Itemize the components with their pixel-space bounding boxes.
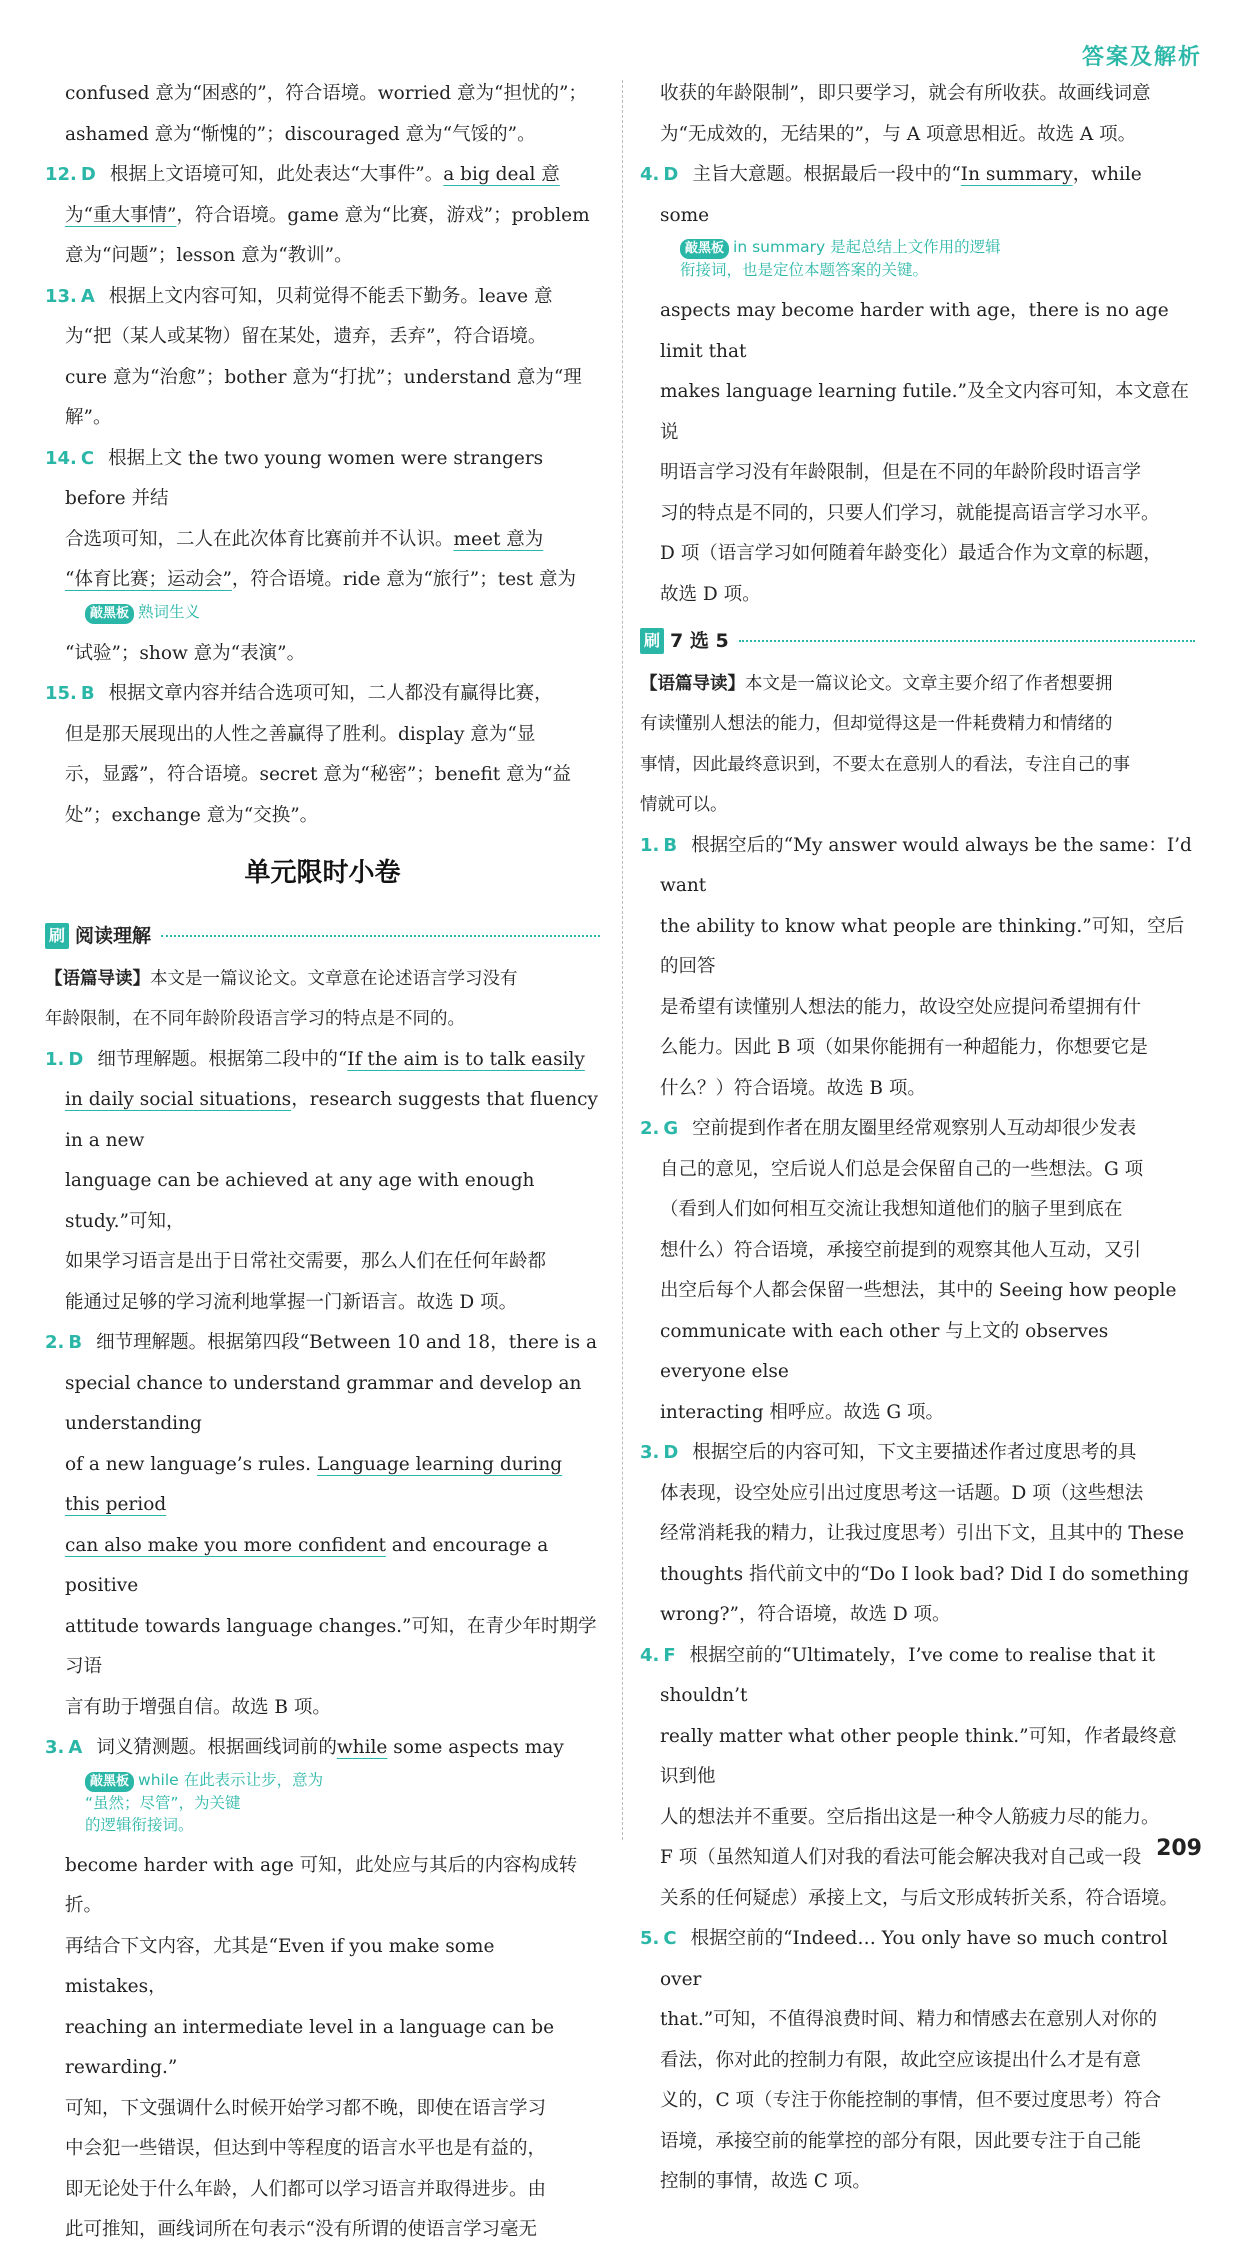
answer-line: 是希望有读懂别人想法的能力，故设空处应提问希望拥有什 bbox=[660, 996, 1142, 1018]
subsection-heading: 刷 阅读理解 bbox=[45, 916, 600, 957]
answer-line: 什么？）符合语境。故选 B 项。 bbox=[660, 1077, 926, 1099]
answer-line: 但是那天展现出的人性之善赢得了胜利。display 意为“显 bbox=[65, 723, 536, 745]
answer-line: in daily social situations，research suggests that fluency in a new bbox=[65, 1089, 598, 1151]
paragraph: confused 意为“困惑的”，符合语境。worried 意为“担忧的”； bbox=[65, 83, 587, 104]
answer-line: language can be achieved at any age with enough study.”可知， bbox=[65, 1170, 535, 1232]
answer-line: 么能力。因此 B 项（如果你能拥有一种超能力，你想要它是 bbox=[660, 1037, 1148, 1058]
left-column bbox=[45, 74, 600, 2251]
answer-line: 意为“问题”；lesson 意为“教训”。 bbox=[65, 245, 353, 266]
answer-line: attitude towards language changes.”可知，在青少年时期学习语 bbox=[65, 1615, 597, 1677]
page-number: 209 bbox=[1156, 1836, 1202, 1861]
answer-line: D 项（语言学习如何随着年龄变化）最适合作为文章的标题， bbox=[660, 543, 1162, 564]
answer-line: 明语言学习没有年龄限制，但是在不同的年龄阶段时语言学 bbox=[660, 462, 1142, 483]
reading-guide-line: 年龄限制，在不同年龄阶段语言学习的特点是不同的。 bbox=[45, 1009, 465, 1029]
answer-line: 即无论处于什么年龄，人们都可以学习语言并取得进步。由 bbox=[65, 2178, 547, 2200]
answer-line: 控制的事情，故选 C 项。 bbox=[660, 2171, 871, 2192]
answer-line: 故选 D 项。 bbox=[660, 583, 761, 605]
answer-item-r1: 1. D 细节理解题。根据第二段中的“If the aim is to talk easily bbox=[45, 1048, 585, 1070]
reading-guide-line: 事情，因此最终意识到，不要太在意别人的看法，专注自己的事 bbox=[640, 754, 1130, 775]
answer-line: 可知，下文强调什么时候开始学习都不晚，即使在语言学习 bbox=[65, 2097, 547, 2119]
note-box: 敲黑板 熟词生义 bbox=[85, 601, 600, 624]
answer-line: 习的特点是不同的，只要人们学习，就能提高语言学习水平。 bbox=[660, 502, 1160, 524]
answer-line: “试验”；show 意为“表演”。 bbox=[65, 642, 306, 664]
paragraph: 为“无成效的，无结果的”，与 A 项意思相近。故选 A 项。 bbox=[660, 123, 1137, 145]
note-badge: 敲黑板 bbox=[85, 1772, 134, 1792]
reading-guide: 【语篇导读】本文是一篇议论文。文章主要介绍了作者想要拥 bbox=[640, 673, 1113, 694]
answer-item-15: 15. B 根据文章内容并结合选项可知，二人都没有赢得比赛， bbox=[45, 683, 553, 704]
answer-item-r2: 2. B 细节理解题。根据第四段“Between 10 and 18，there is a bbox=[45, 1332, 597, 1353]
note-box: 敲黑板 while 在此表示让步，意为 “虽然；尽管”，为关键 的逻辑衔接词。 bbox=[85, 1770, 324, 1834]
answer-item-s3: 3. D 根据空后的内容可知，下文主要描述作者过度思考的具 bbox=[640, 1442, 1137, 1463]
reading-guide-line: 情就可以。 bbox=[640, 795, 728, 815]
answer-line: 看法，你对此的控制力有限，故此空应该提出什么才是有意 bbox=[660, 2049, 1142, 2071]
answer-item-s4: 4. F 根据空前的“Ultimately，I’ve come to realise that it shouldn’t bbox=[640, 1644, 1156, 1706]
answer-item-r3: 3. A 词义猜测题。根据画线词前的while some aspects may bbox=[45, 1737, 564, 1758]
answer-line: 如果学习语言是出于日常社交需要，那么人们在任何年龄都 bbox=[65, 1251, 547, 1272]
paragraph: ashamed 意为“惭愧的”；discouraged 意为“气馁的”。 bbox=[65, 123, 536, 145]
answer-line: aspects may become harder with age，there is no age limit that bbox=[660, 300, 1169, 362]
note-badge: 敲黑板 bbox=[680, 239, 729, 259]
reading-guide: 【语篇导读】本文是一篇议论文。文章意在论述语言学习没有 bbox=[45, 968, 518, 989]
answer-item-14: 14. C 根据上文 the two young women were strangers before 并结 bbox=[45, 447, 544, 509]
answer-item-13: 13. A 根据上文内容可知，贝莉觉得不能丢下勤务。leave 意 bbox=[45, 285, 553, 307]
answer-line: 义的，C 项（专注于你能控制的事情，但不要过度思考）符合 bbox=[660, 2090, 1162, 2111]
answer-line: 出空后每个人都会保留一些想法，其中的 Seeing how people bbox=[660, 1280, 1177, 1301]
answer-item-r4: 4. D 主旨大意题。根据最后一段中的“In summary，while some bbox=[640, 164, 1142, 226]
answer-line: thoughts 指代前文中的“Do I look bad? Did I do something bbox=[660, 1563, 1189, 1585]
answer-line: can also make you more confident and encourage a positive bbox=[65, 1534, 549, 1596]
answer-item-s2: 2. G 空前提到作者在朋友圈里经常观察别人互动却很少发表 bbox=[640, 1118, 1137, 1139]
section-title: 单元限时小卷 bbox=[244, 858, 401, 888]
column-divider bbox=[622, 80, 623, 1840]
answer-line: 中会犯一些错误，但达到中等程度的语言水平也是有益的， bbox=[65, 2138, 547, 2159]
answer-line: F 项（虽然知道人们对我的看法可能会解决我对自己或一段 bbox=[660, 1847, 1142, 1868]
answer-line: reaching an intermediate level in a language can be rewarding.” bbox=[65, 2016, 555, 2078]
answer-line: the ability to know what people are thinking.”可知，空后的回答 bbox=[660, 915, 1185, 977]
answer-line: 解”。 bbox=[65, 407, 112, 428]
answer-line: “体育比赛；运动会”，符合语境。ride 意为“旅行”；test 意为 bbox=[65, 569, 576, 590]
answer-item-12: 12. D 根据上文语境可知，此处表达“大事件”。a big deal 意 bbox=[45, 164, 560, 185]
answer-line: 再结合下文内容，尤其是“Even if you make some mistakes， bbox=[65, 1935, 495, 1997]
answer-line: 为“把（某人或某物）留在某处，遗弃，丢弃”，符合语境。 bbox=[65, 326, 547, 347]
answer-line: 想什么）符合语境，承接空前提到的观察其他人互动，又引 bbox=[660, 1239, 1142, 1261]
note-badge: 敲黑板 bbox=[85, 604, 134, 624]
answer-line: 为“重大事情”，符合语境。game 意为“比赛，游戏”；problem bbox=[65, 204, 590, 226]
answer-item-s1: 1. B 根据空后的“My answer would always be the same：I’d want bbox=[640, 834, 1192, 896]
subsection-badge: 刷 bbox=[45, 923, 69, 949]
answer-line: 体表现，设空处应引出过度思考这一话题。D 项（这些想法 bbox=[660, 1482, 1144, 1504]
answer-line: 合选项可知，二人在此次体育比赛前并不认识。meet 意为 bbox=[65, 528, 544, 550]
answer-line: 示，显露”，符合语境。secret 意为“秘密”；benefit 意为“益 bbox=[65, 764, 572, 785]
answer-line: 自己的意见，空后说人们总是会保留自己的一些想法。G 项 bbox=[660, 1158, 1144, 1180]
answer-line: that.”可知，不值得浪费时间、精力和情感去在意别人对你的 bbox=[660, 2009, 1158, 2030]
subsection-badge: 刷 bbox=[640, 628, 664, 654]
answer-line: cure 意为“治愈”；bother 意为“打扰”；understand 意为“理 bbox=[65, 366, 582, 388]
answer-line: 经常消耗我的精力，让我过度思考）引出下文，且其中的 These bbox=[660, 1523, 1185, 1544]
answer-item-s5: 5. C 根据空前的“Indeed… You only have so much control over bbox=[640, 1928, 1168, 1990]
reading-guide-line: 有读懂别人想法的能力，但却觉得这是一件耗费精力和情绪的 bbox=[640, 714, 1113, 734]
answer-line: become harder with age 可知，此处应与其后的内容构成转折。 bbox=[65, 1854, 578, 1916]
answer-line: 人的想法并不重要。空后指出这是一种令人筋疲力尽的能力。 bbox=[660, 1806, 1160, 1828]
answer-line: makes language learning futile.”及全文内容可知，本文意在说 bbox=[660, 381, 1189, 443]
answer-line: 关系的任何疑虑）承接上文，与后文形成转折关系，符合语境。 bbox=[660, 1887, 1179, 1909]
answer-line: interacting 相呼应。故选 G 项。 bbox=[660, 1401, 944, 1423]
answer-line: 处”；exchange 意为“交换”。 bbox=[65, 804, 319, 826]
subsection-heading: 刷 7 选 5 bbox=[640, 621, 1195, 662]
right-column bbox=[640, 74, 1195, 2203]
answer-line: 语境，承接空前的能掌控的部分有限，因此要专注于自己能 bbox=[660, 2130, 1142, 2152]
answer-line: 言有助于增强自信。故选 B 项。 bbox=[65, 1696, 331, 1718]
answer-line: wrong?”，符合语境，故选 D 项。 bbox=[660, 1604, 951, 1625]
answer-line: （看到人们如何相互交流让我想知道他们的脑子里到底在 bbox=[660, 1199, 1123, 1220]
answer-line: really matter what other people think.”可知，作者最终意识到他 bbox=[660, 1725, 1177, 1787]
page-header-title: 答案及解析 bbox=[1081, 45, 1202, 70]
answer-line: special chance to understand grammar and develop an understanding bbox=[65, 1372, 582, 1434]
paragraph: 收获的年龄限制”，即只要学习，就会有所收获。故画线词意 bbox=[660, 83, 1151, 104]
answer-line: of a new language’s rules. Language learning during this period bbox=[65, 1453, 563, 1515]
answer-line: 能通过足够的学习流利地掌握一门新语言。故选 D 项。 bbox=[65, 1291, 518, 1313]
answer-line: 此可推知，画线词所在句表示“没有所谓的使语言学习毫无 bbox=[65, 2219, 537, 2240]
note-box: 敲黑板 in summary 是起总结上文作用的逻辑 衔接词，也是定位本题答案的关键。 bbox=[680, 238, 1001, 279]
answer-line: communicate with each other 与上文的 observes everyone else bbox=[660, 1320, 1109, 1382]
